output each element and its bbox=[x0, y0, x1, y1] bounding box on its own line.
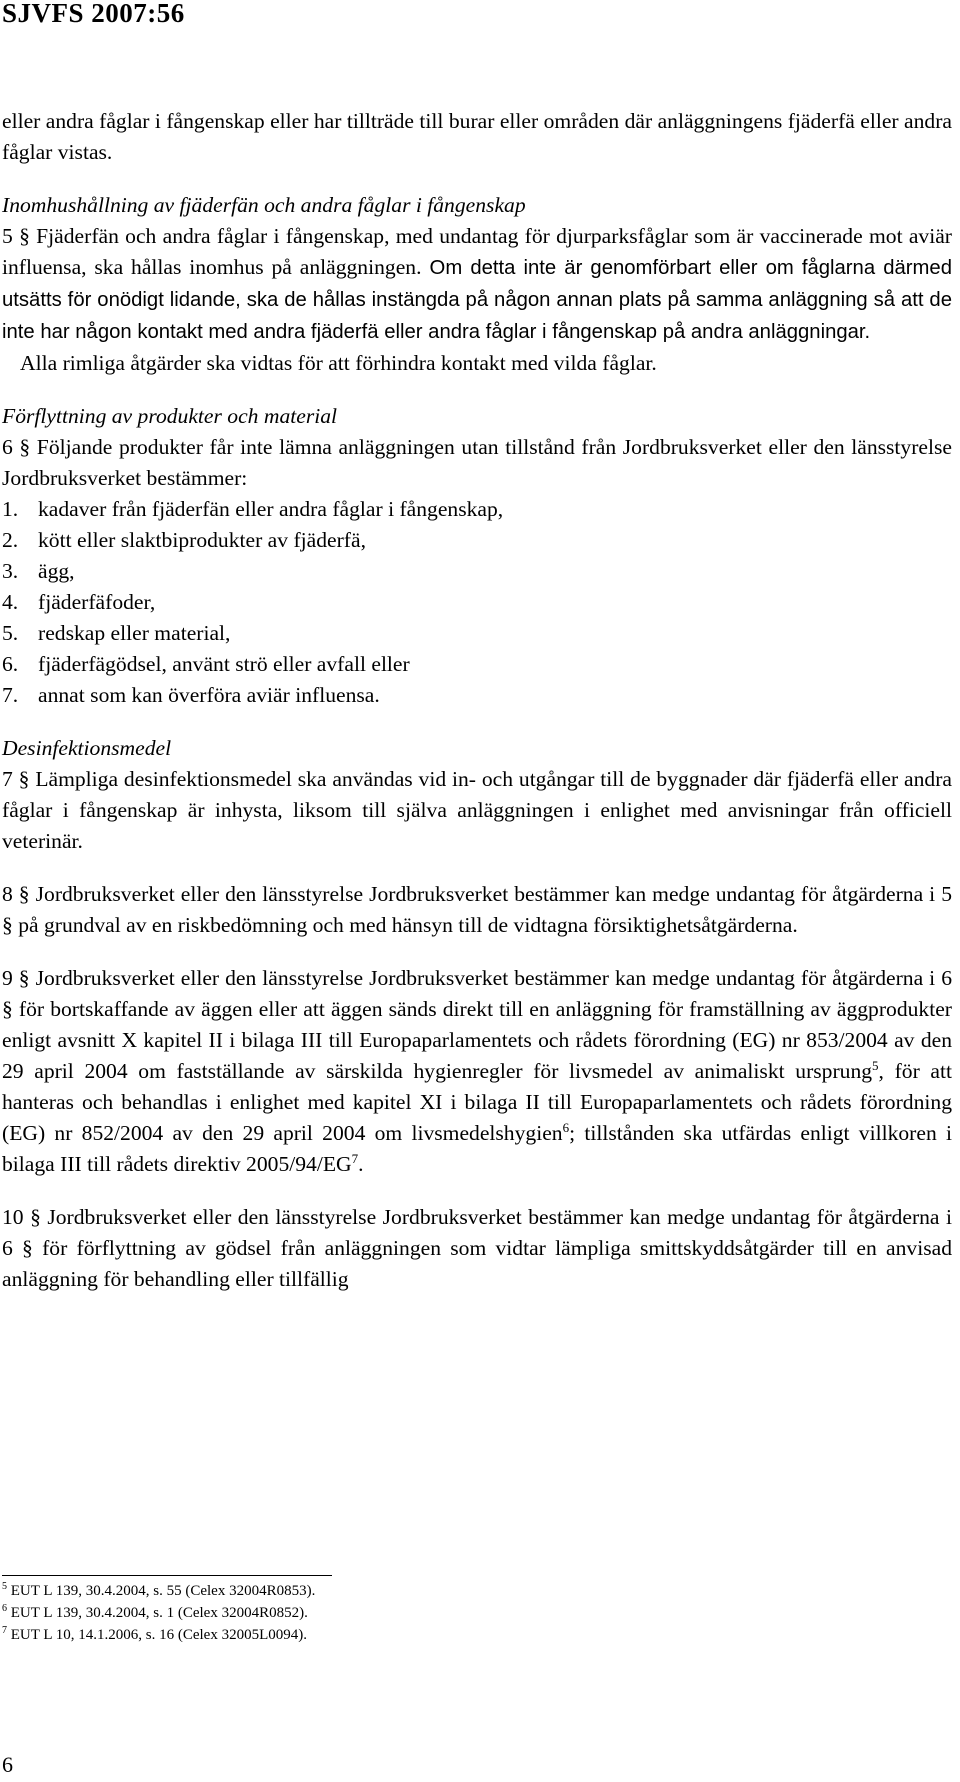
footnote-number: 6 bbox=[2, 1603, 7, 1614]
footnote-ref-7[interactable]: 7 bbox=[351, 1150, 359, 1166]
list-item bbox=[2, 649, 952, 680]
list-item-text: ägg, bbox=[38, 559, 75, 583]
paragraph-9-text-a: 9 § Jordbruksverket eller den länsstyrelse Jordbruksverket bestämmer kan medge undantag för åtgärderna i 6 § för bortskaffande av äggen eller att äggen sänds direkt till en anläggning för framställning av äggprodukter enligt avsnitt X kapitel II i bilaga III till Europaparlamentets och rådets förordning (EG) nr 853/2004 av den 29 april 2004 om fastställande av särskilda hygienregler för livsmedel av animaliskt ursprung bbox=[2, 966, 952, 1083]
paragraph-9-text-d: . bbox=[358, 1152, 364, 1176]
paragraph-7: 7 § Lämpliga desinfektionsmedel ska användas vid in- och utgångar till de byggnader där fjäderfä eller andra fåglar i fångenskap är inhysta, liksom till själva anläggningen i enlighet med anvisningar från officiell veterinär. bbox=[2, 767, 952, 853]
product-list bbox=[2, 494, 952, 711]
footnote-text: EUT L 10, 14.1.2006, s. 16 (Celex 32005L0094). bbox=[10, 1627, 307, 1643]
footnotes bbox=[2, 1580, 315, 1646]
list-item bbox=[2, 525, 952, 556]
footnote-number: 7 bbox=[2, 1625, 7, 1636]
list-item bbox=[2, 618, 952, 649]
paragraph-9 bbox=[2, 963, 952, 1180]
paragraph-5-text-b: Om detta inte är genomförbart eller om fåglarna därmed utsätts för onödigt lidande, ska de hållas instängda på någon annan plats på samma anläggning så att de inte har någon kontakt med andra fjäderfä eller andra fåglar i fångenskap på andra anläggningar. bbox=[2, 257, 952, 343]
footnote-ref-6[interactable]: 6 bbox=[562, 1119, 570, 1135]
document-header: SJVFS 2007:56 bbox=[2, 0, 185, 28]
page-number: 6 bbox=[2, 1752, 13, 1777]
list-item-number: 6. bbox=[2, 652, 19, 676]
list-item-text: fjäderfäfoder, bbox=[38, 590, 156, 614]
section-heading-indoor-housing: Inomhushållning av fjäderfän och andra fåglar i fångenskap bbox=[2, 193, 526, 217]
document-body bbox=[2, 106, 952, 1295]
list-item bbox=[2, 494, 952, 525]
paragraph-9-text-c: ; tillstånden ska utfärdas enligt villkoren i bilaga III till rådets direktiv 2005/94/EG bbox=[2, 1121, 952, 1176]
footnote bbox=[2, 1580, 315, 1602]
paragraph-continuation: eller andra fåglar i fångenskap eller har tillträde till burar eller områden där anläggningens fjäderfä eller andra fåglar vistas. bbox=[2, 109, 952, 164]
footnote-number: 5 bbox=[2, 1581, 7, 1592]
list-item-number: 2. bbox=[2, 528, 19, 552]
footnote-text: EUT L 139, 30.4.2004, s. 1 (Celex 32004R0852). bbox=[10, 1605, 308, 1621]
footnote bbox=[2, 1624, 315, 1646]
footnote-text: EUT L 139, 30.4.2004, s. 55 (Celex 32004R0853). bbox=[10, 1583, 316, 1599]
footnote bbox=[2, 1602, 315, 1624]
list-item-number: 3. bbox=[2, 559, 19, 583]
paragraph-5-second: Alla rimliga åtgärder ska vidtas för att förhindra kontakt med vilda fåglar. bbox=[20, 351, 657, 375]
list-item-number: 5. bbox=[2, 621, 19, 645]
list-item-text: kött eller slaktbiprodukter av fjäderfä, bbox=[38, 528, 366, 552]
list-item-number: 4. bbox=[2, 590, 19, 614]
list-item-number: 7. bbox=[2, 683, 19, 707]
paragraph-5-text-a: 5 § Fjäderfän och andra fåglar i fångenskap, med undantag för djurparksfåglar som är vaccinerade mot aviär influensa, ska hållas inomhus på anläggningen. bbox=[2, 224, 952, 279]
list-item-text: fjäderfägödsel, använt strö eller avfall eller bbox=[38, 652, 410, 676]
paragraph-9-text-b: , för att hanteras och behandlas i enlighet med kapitel XI i bilaga II till Europaparlamentets och rådets förordning (EG) nr 852/2004 av den 29 april 2004 om livsmedelshygien bbox=[2, 1059, 952, 1145]
paragraph-8: 8 § Jordbruksverket eller den länsstyrelse Jordbruksverket bestämmer kan medge undantag för åtgärderna i 5 § på grundval av en riskbedömning och med hänsyn till de vidtagna försiktighetsåtgärderna. bbox=[2, 882, 952, 937]
paragraph-10: 10 § Jordbruksverket eller den länsstyrelse Jordbruksverket bestämmer kan medge undantag för åtgärderna i 6 § för förflyttning av gödsel från anläggningen som vidtar lämpliga smittskyddsåtgärder till en anvisad anläggning för behandling eller tillfällig bbox=[2, 1205, 952, 1291]
list-item-number: 1. bbox=[2, 497, 19, 521]
section-heading-disinfectants: Desinfektionsmedel bbox=[2, 736, 172, 760]
list-item bbox=[2, 680, 952, 711]
paragraph-5 bbox=[2, 221, 952, 348]
list-item bbox=[2, 587, 952, 618]
list-item-text: redskap eller material, bbox=[38, 621, 231, 645]
section-heading-movement: Förflyttning av produkter och material bbox=[2, 404, 338, 428]
paragraph-6: 6 § Följande produkter får inte lämna anläggningen utan tillstånd från Jordbruksverket eller den länsstyrelse Jordbruksverket bestämmer: bbox=[2, 435, 952, 490]
footnote-ref-5[interactable]: 5 bbox=[872, 1057, 879, 1073]
list-item bbox=[2, 556, 952, 587]
list-item-text: annat som kan överföra aviär influensa. bbox=[38, 683, 380, 707]
footnote-divider bbox=[2, 1575, 332, 1576]
list-item-text: kadaver från fjäderfän eller andra fåglar i fångenskap, bbox=[38, 497, 504, 521]
